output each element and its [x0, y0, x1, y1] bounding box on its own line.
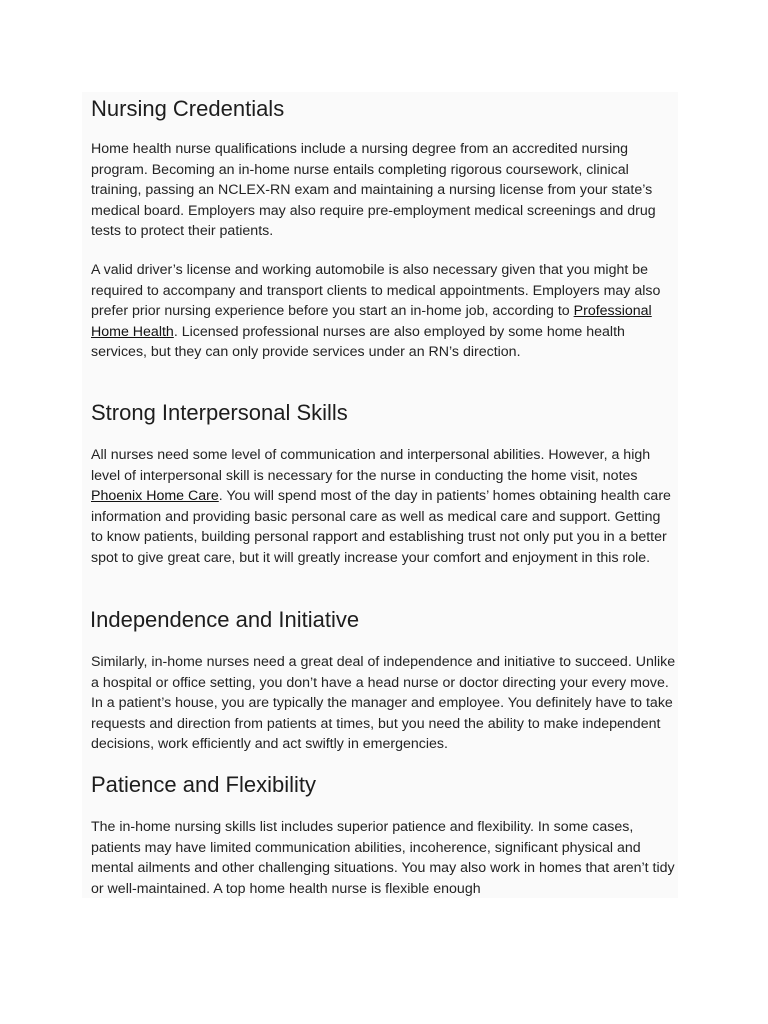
paragraph-text: . You will spend most of the day in patients’ homes obtaining health care information and providing basic personal care as well as medical care and support. Getting to know patients, building personal rapport and establishing trust not only put you in a better spot to give great care, but it will greatly increase your comfort and enjoyment in this role. — [91, 488, 671, 566]
paragraph-text: A valid driver’s license and working automobile is also necessary given that you might be required to accompany and transport clients to medical appointments. Employers may also prefer prior nursing experience before you start an in-home job, according to — [91, 262, 661, 319]
section-heading-interpersonal-skills: Strong Interpersonal Skills — [91, 400, 348, 425]
section-heading-independence-initiative: Independence and Initiative — [90, 607, 360, 632]
paragraph-patience-flexibility: The in-home nursing skills list includes superior patience and flexibility. In some cases, patients may have limited communication abilities, incoherence, significant physical and mental ailments and other challenging situations. You may also work in homes that aren’t tidy or well-maintained. A top home health nurse is flexible enough — [91, 819, 675, 897]
paragraph-interpersonal-skills — [91, 445, 676, 568]
paragraph-nursing-credentials-2 — [91, 260, 676, 363]
professional-home-health-link[interactable]: Professional Home Health — [91, 303, 652, 340]
section-heading-patience-flexibility: Patience and Flexibility — [91, 772, 317, 797]
paragraph-text: All nurses need some level of communication and interpersonal abilities. However, a high level of interpersonal skill is necessary for the nurse in conducting the home visit, notes — [91, 447, 651, 484]
paragraph-text: . Licensed professional nurses are also employed by some home health services, but they can only provide services under an RN’s direction. — [91, 323, 625, 360]
phoenix-home-care-link[interactable]: Phoenix Home Care — [91, 488, 219, 504]
paragraph-nursing-credentials-1: Home health nurse qualifications include a nursing degree from an accredited nursing program. Becoming an in-home nurse entails completing rigorous coursework, clinical training, passing an NCLEX-RN exam and maintaining a nursing license from your state’s medical board. Employers may also require pre-employment medical screenings and drug tests to protect their patients. — [91, 141, 656, 239]
paragraph-independence-initiative: Similarly, in-home nurses need a great deal of independence and initiative to succeed. Unlike a hospital or office setting, you don’t have a head nurse or doctor directing your every move. In a patient’s house, you are typically the manager and employee. You definitely have to take requests and direction from patients at times, but you need the ability to make independent decisions, work efficiently and act swiftly in emergencies. — [91, 654, 676, 752]
section-heading-nursing-credentials: Nursing Credentials — [91, 96, 285, 121]
